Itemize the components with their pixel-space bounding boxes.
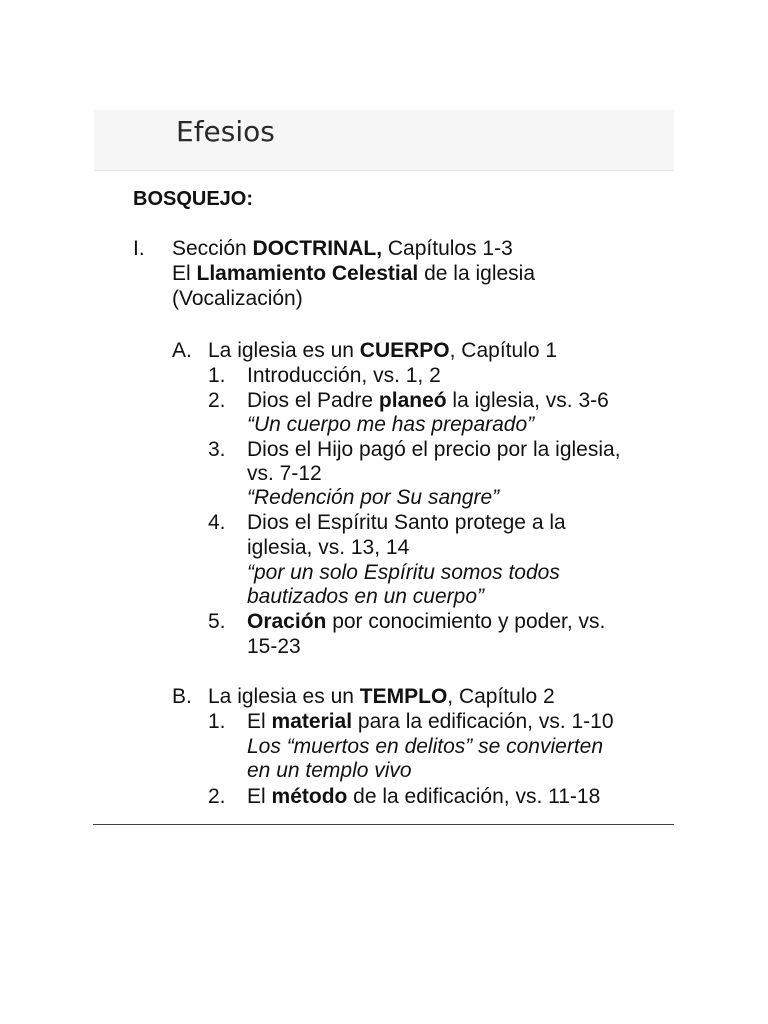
list-item: El método de la edificación, vs. 11-18: [247, 785, 601, 808]
section-line-3: (Vocalización): [172, 287, 303, 310]
list-item-quote: en un templo vivo: [247, 759, 412, 782]
section-marker: I.: [133, 237, 145, 260]
list-item-quote: bautizados en un cuerpo”: [247, 585, 484, 608]
list-item: Introducción, vs. 1, 2: [247, 364, 441, 387]
outline-heading: BOSQUEJO:: [133, 188, 254, 210]
list-item-quote: Los “muertos en delitos” se convierten: [247, 735, 604, 758]
list-item-marker: 1.: [208, 710, 226, 733]
list-item-cont: vs. 7-12: [247, 462, 322, 485]
page-title: Efesios: [176, 115, 275, 148]
list-item-cont: iglesia, vs. 13, 14: [247, 536, 410, 559]
part-b-line: La iglesia es un TEMPLO, Capítulo 2: [208, 685, 555, 708]
list-item-marker: 2.: [208, 389, 226, 412]
list-item-marker: 4.: [208, 511, 226, 534]
list-item-marker: 5.: [208, 610, 226, 633]
list-item: Dios el Espíritu Santo protege a la: [247, 511, 566, 534]
list-item-quote: “Un cuerpo me has preparado”: [247, 413, 535, 436]
list-item-marker: 3.: [208, 438, 226, 461]
part-b-marker: B.: [172, 685, 192, 708]
list-item-marker: 1.: [208, 364, 226, 387]
list-item: Oración por conocimiento y poder, vs.: [247, 610, 606, 633]
section-line-1: Sección DOCTRINAL, Capítulos 1-3: [172, 237, 513, 260]
list-item: Dios el Padre planeó la iglesia, vs. 3-6: [247, 389, 609, 412]
section-line-2: El Llamamiento Celestial de la iglesia: [172, 262, 536, 285]
list-item-quote: “Redención por Su sangre”: [247, 486, 500, 509]
list-item-cont: 15-23: [247, 635, 301, 658]
part-a-line: La iglesia es un CUERPO, Capítulo 1: [208, 339, 558, 362]
list-item-marker: 2.: [208, 785, 226, 808]
bottom-divider: [93, 824, 674, 825]
list-item: Dios el Hijo pagó el precio por la iglesia,: [247, 438, 621, 461]
part-a-marker: A.: [172, 339, 192, 362]
list-item: El material para la edificación, vs. 1-10: [247, 710, 614, 733]
list-item-quote: “por un solo Espíritu somos todos: [247, 561, 560, 584]
